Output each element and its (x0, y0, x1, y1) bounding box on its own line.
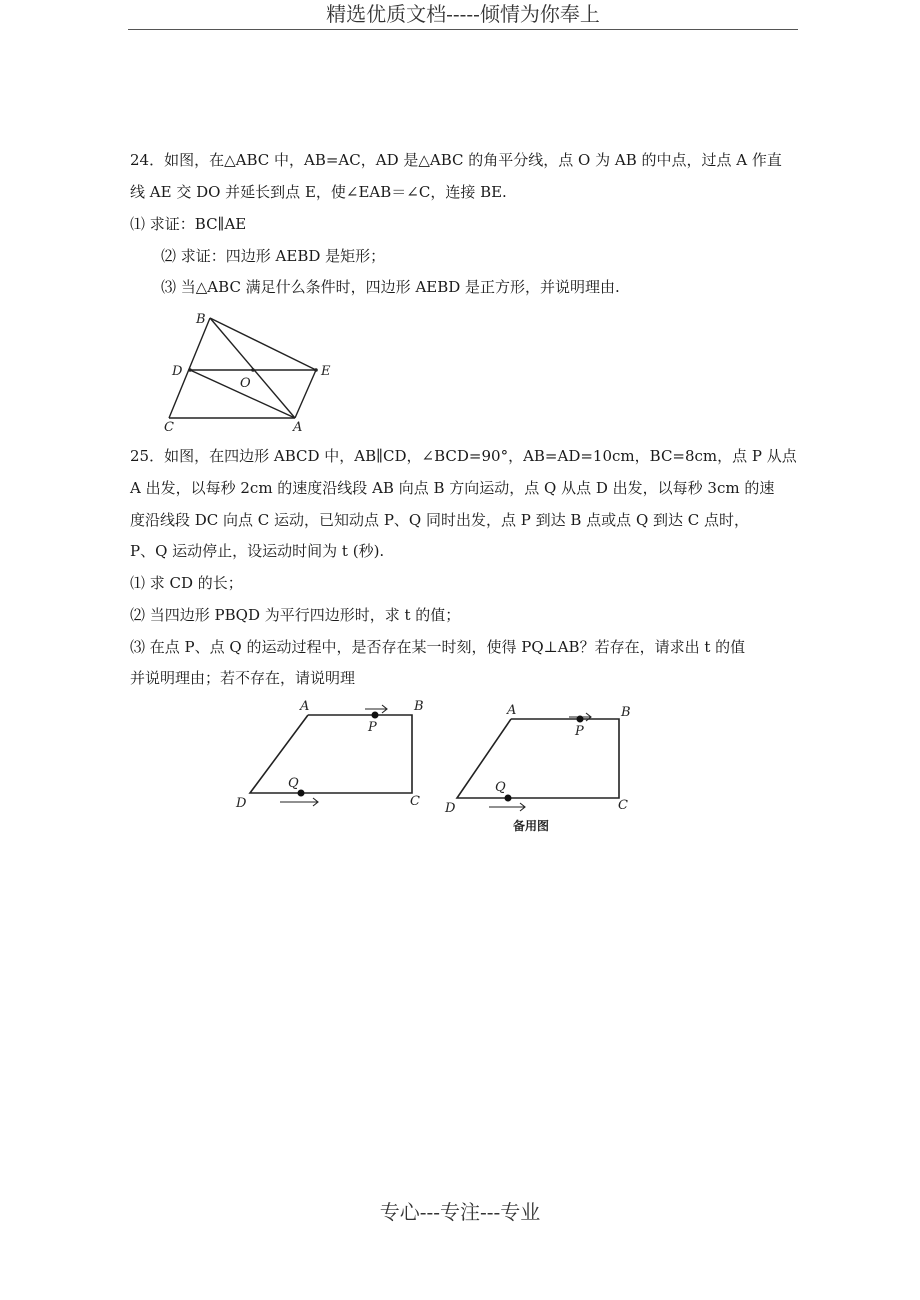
fig2-label-c: C (618, 798, 628, 813)
fig2-label-d: D (445, 801, 456, 816)
fig2-label-b: B (621, 705, 631, 720)
q24-line-2: 线 AE 交 DO 并延长到点 E，使∠EAB＝∠C，连接 BE. (130, 183, 507, 201)
fig1-label-q: Q (288, 776, 299, 791)
q25-line-3: 度沿线段 DC 向点 C 运动，已知动点 P、Q 同时出发，点 P 到达 B 点或点 Q 到达 C 点时， (130, 511, 750, 529)
fig2-label-a: A (507, 703, 517, 718)
fig1-label-b: B (414, 699, 424, 714)
label-c: C (164, 420, 174, 435)
q25-part-1: ⑴ 求 CD 的长； (130, 574, 243, 592)
q25-figure-main (232, 695, 432, 817)
label-d: D (172, 364, 183, 379)
q25-line-1: 25．如图，在四边形 ABCD 中，AB∥CD，∠BCD=90°，AB=AD=10cm，BC=8cm，点 P 从点 (130, 447, 797, 465)
page-footer: 专心---专注---专业 (379, 1200, 541, 1224)
fig1-label-p: P (368, 720, 377, 735)
q25-line-4: P、Q 运动停止，设运动时间为 t (秒). (130, 542, 385, 560)
q24-part-1: ⑴ 求证：BC∥AE (130, 215, 247, 233)
q25-line-8: 并说明理由；若不存在，请说明理 (130, 669, 356, 687)
q25-part-3: ⑶ 在点 P、点 Q 的运动过程中，是否存在某一时刻，使得 PQ⊥AB？若存在，请求出 t 的值 (130, 638, 746, 656)
label-b: B (196, 312, 206, 327)
fig1-label-c: C (410, 794, 420, 809)
fig1-label-a: A (300, 699, 310, 714)
q25-line-2: A 出发，以每秒 2cm 的速度沿线段 AB 向点 B 方向运动，点 Q 从点 D 出发，以每秒 3cm 的速 (130, 479, 775, 497)
fig2-caption: 备用图 (513, 819, 550, 833)
fig1-label-d: D (236, 796, 247, 811)
q24-line-1: 24．如图，在△ABC 中，AB=AC，AD 是△ABC 的角平分线，点 O 为 AB 的中点，过点 A 作直 (130, 151, 782, 169)
label-e: E (321, 364, 331, 379)
fig2-label-p: P (575, 724, 584, 739)
q24-part-2: ⑵ 求证：四边形 AEBD 是矩形； (161, 247, 386, 265)
label-o: O (240, 376, 251, 391)
q25-figure-spare (441, 699, 641, 839)
fig2-label-q: Q (495, 780, 506, 795)
q24-part-3: ⑶ 当△ABC 满足什么条件时，四边形 AEBD 是正方形，并说明理由. (161, 278, 620, 296)
label-a: A (293, 420, 303, 435)
q25-part-2: ⑵ 当四边形 PBQD 为平行四边形时，求 t 的值； (130, 606, 461, 624)
q24-figure (160, 306, 345, 436)
page-header: 精选优质文档-----倾情为你奉上 (128, 0, 798, 30)
